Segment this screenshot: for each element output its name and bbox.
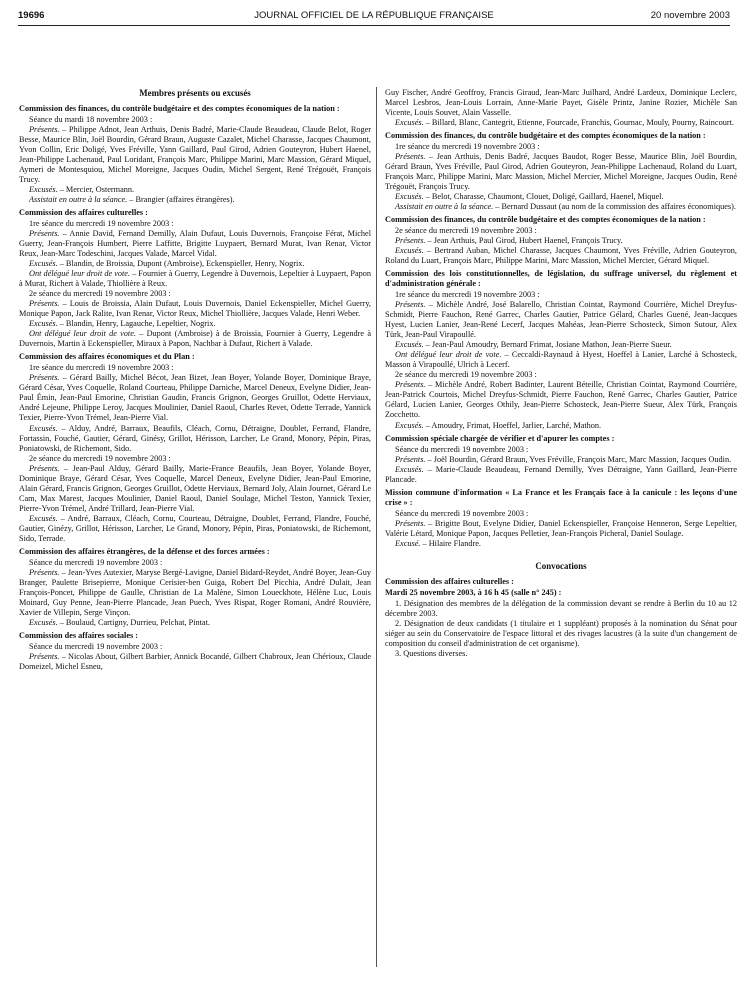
attendance-line — [19, 299, 371, 319]
commission-block — [385, 215, 737, 266]
attendance-label: Présents. — [29, 373, 60, 383]
excused-line — [385, 118, 737, 128]
commission-block — [19, 352, 371, 543]
attendance-label: Présents. — [395, 454, 426, 464]
attendance-label: Excusé. — [395, 538, 421, 548]
right-sections — [385, 131, 737, 549]
commission-heading: Mission commune d'information « La France et les Français face à la canicule : les leçons d'une crise » : — [385, 487, 737, 507]
attendance-label: Excusés. — [395, 420, 424, 430]
attendance-text: – Gérard Bailly, Michel Bécot, Jean Bizet, Jean Boyer, Yolande Boyer, Dominique Braye, Gérard César, Yves Coquelle, Roland Courteau, Philippe Darniche, Marcel Deneux, Evelyne Didier, Jean-Paul Émin, Jean-Paul Emorine, Christian Gaudin, Francis Grignon, Georges Gruillot, Odette Herviaux, André Lejeune, Philippe Leroy, Jacques Moulinier, Daniel Raoul, Charles Revet, Odette Terrade, Yannick Texier, Pierre-Yvon Trémel, Jean-Pierre Vial. — [19, 373, 371, 423]
attendance-text: – Jean Arthuis, Denis Badré, Jacques Baudot, Roger Besse, Maurice Blin, Joël Bourdin, Gérard Braun, Yves Fréville, Paul Girod, Adrien Gouteyron, Jean-Philippe Lachenaud, Roland du Luart, François Marc, Philippe Marini, Marc Massion, Michel Mercier, Michel Moreigne, Jacques Oudin, René Trégouët, François Trucy. — [385, 152, 737, 192]
session-date: Séance du mardi 18 novembre 2003 : — [29, 115, 153, 125]
left-sections — [19, 104, 371, 672]
attendance-text: – Marie-Claude Beaudeau, Fernand Demilly, Yves Détraigne, Yann Gaillard, Jean-Pierre Plancade. — [385, 464, 737, 484]
attendance-line — [385, 202, 737, 212]
attendance-line — [19, 185, 371, 195]
agenda-item: 2. Désignation de deux candidats (1 titulaire et 1 suppléant) proposés à la nomination du Sénat pour siéger au sein du Conservatoire de l'espace littoral et des rivages lacustres (à la suite d'un changement de composition du conseil d'administration de cet organisme). — [385, 618, 737, 648]
attendance-text: – Joël Bourdin, Gérard Braun, Yves Fréville, François Marc, Marc Massion, Jacques Oudin. — [425, 454, 732, 464]
session-date: 1re séance du mercredi 19 novembre 2003 : — [29, 363, 174, 373]
journal-title: JOURNAL OFFICIEL DE LA RÉPUBLIQUE FRANÇAISE — [254, 10, 494, 21]
session-date: 2e séance du mercredi 19 novembre 2003 : — [395, 370, 537, 380]
session-date: 2e séance du mercredi 19 novembre 2003 : — [29, 289, 171, 299]
attendance-text: – André, Barraux, Cléach, Cornu, Courteau, Détraigne, Doublet, Ferrand, Flandre, Fouché, Gautier, Ginézy, Grillot, Hérisson, Larcher, Le Grand, Monory, Pépin, Piras, Poniatowski, de Richemont, Sido, Terrade. — [19, 513, 371, 543]
attendance-text: – Boulaud, Cartigny, Durrieu, Pelchat, Pintat. — [57, 617, 210, 627]
attendance-label: Ont délégué leur droit de vote. — [29, 329, 136, 339]
attendance-line — [385, 519, 737, 539]
attendance-label: Excusés. — [395, 464, 424, 474]
attendance-line — [19, 464, 371, 514]
attendance-text: – Hilaire Flandre. — [420, 538, 481, 548]
right-column — [385, 88, 737, 659]
attendance-text: – Bertrand Auban, Michel Charasse, Jacques Chaumont, Yves Fréville, Adrien Gouteyron, Roland du Luart, François Marc, Philippe Marini, Marc Massion, Michel Mercier, Gérard Miquel. — [385, 246, 737, 266]
attendance-label: Excusés. — [395, 340, 424, 350]
attendance-line — [19, 618, 371, 628]
section-title: Membres présents ou excusés — [139, 88, 251, 98]
page-number: 19696 — [18, 10, 45, 21]
commission-heading: Commission des finances, du contrôle budgétaire et des comptes économiques de la nation : — [385, 215, 706, 225]
commission-heading: Commission des affaires économiques et du Plan : — [19, 352, 195, 362]
attendance-label: Assistait en outre à la séance. — [395, 202, 494, 212]
attendance-line — [19, 568, 371, 618]
attendance-text: – Jean-Paul Amoudry, Bernard Frimat, Josiane Mathon, Jean-Pierre Sueur. — [423, 340, 672, 350]
attendance-label: Excusés. — [29, 617, 58, 627]
session-date: Séance du mercredi 19 novembre 2003 : — [395, 508, 529, 518]
continued-attendees: Guy Fischer, André Geoffroy, Francis Giraud, Jean-Marc Juilhard, André Lardeux, Dominique Leclerc, Marcel Lesbros, Jean-Louis Lorrain, Anne-Marie Payet, Gisèle Printz, Janine Rozier, Michèle San Vicente, Louis Souvet, Alain Vasselle. — [385, 88, 737, 118]
attendance-label: Présents. — [29, 229, 60, 239]
commission-block — [385, 488, 737, 549]
attendance-text: – Brangier (affaires étrangères). — [127, 195, 235, 205]
attendance-line — [19, 652, 371, 672]
attendance-line — [19, 424, 371, 454]
session-date: 2e séance du mercredi 19 novembre 2003 : — [29, 453, 171, 463]
attendance-text: – Jean-Yves Autexier, Maryse Bergé-Lavigne, Daniel Bidard-Reydet, André Boyer, Jean-Guy Branger, Paulette Brisepierre, Monique Cerisier-ben Guiga, Robert Del Picchia, André Dulait, Jean François-Poncet, Philippe de Gaulle, Christian de La Malène, Simon Loueckhote, Hélène Luc, Louis Moinard, Guy Penne, Jean-Pierre Plancade, Jean Puech, Yves Rispat, Roger Romani, André Rouvière, Xavier de Villepin, Serge Vinçon. — [19, 567, 371, 617]
attendance-text: – Jean Arthuis, Paul Girod, Hubert Haenel, François Trucy. — [425, 236, 623, 246]
attendance-text: – Bernard Dussaut (au nom de la commission des affaires économiques). — [493, 202, 736, 212]
column-divider — [376, 87, 377, 967]
attendance-label: Présents. — [29, 567, 60, 577]
commission-block — [19, 631, 371, 672]
attendance-text: – Dupont (Ambroise) à de Broissia, Fournier à Guerry, Legendre à Duvernois, Martin à Eckenspieller, Miraux à Papon, Nachbar à Dufaut, Richert à Valade. — [19, 329, 371, 349]
session-date: 1re séance du mercredi 19 novembre 2003 : — [29, 219, 174, 229]
commission-heading: Commission des affaires culturelles : — [19, 208, 148, 218]
commission-block — [385, 434, 737, 485]
excused-text: – Billard, Blanc, Cantegrit, Etienne, Fourcade, Franchis, Gournac, Mouly, Pourny, Raincourt. — [423, 118, 734, 128]
attendance-line — [19, 259, 371, 269]
attendance-label: Présents. — [29, 651, 60, 661]
attendance-label: Excusés. — [29, 185, 58, 195]
issue-date: 20 novembre 2003 — [650, 10, 730, 21]
commission-heading: Commission des affaires étrangères, de la défense et des forces armées : — [19, 546, 270, 556]
attendance-text: – Louis de Broissia, Alain Dufaut, Louis Duvernois, Daniel Eckenspieller, Michel Guerry, Monique Papon, Jack Ralite, Ivan Renar, Victor Reux, Michel Thiollière, Jacques Valade, Henri Weber. — [19, 299, 371, 319]
session-date: Séance du mercredi 19 novembre 2003 : — [29, 641, 163, 651]
attendance-text: – Philippe Adnot, Jean Arthuis, Denis Badré, Marie-Claude Beaudeau, Claude Belot, Roger Besse, Maurice Blin, Joël Bourdin, Gérard Braun, Auguste Cazalet, Michel Charasse, Jacques Chaumont, Yvon Collin, Eric Doligé, Yves Fréville, Yann Gaillard, Paul Girod, Adrien Gouteyron, Hubert Haenel, Jean-Philippe Lachenaud, Paul Loridant, François Marc, Philippe Marini, Marc Massion, Gérard Miquel, Aymeri de Montesquiou, Michel Moreigne, Jacques Oudin, Michel Sergent, René Trégouët, François Trucy. — [19, 125, 371, 185]
attendance-label: Présents. — [29, 125, 60, 135]
commission-heading: Commission des finances, du contrôle budgétaire et des comptes économiques de la nation : — [385, 131, 706, 141]
attendance-label: Ont délégué leur droit de vote. — [395, 350, 502, 360]
attendance-text: – Annie David, Fernand Demilly, Alain Dufaut, Louis Duvernois, Françoise Férat, Michel Guerry, Jean-François Humbert, Pierre Laffitte, Brigitte Luypaert, Bernard Murat, Ivan Renar, Victor Reux, Jean-Marc Todeschini, Jacques Valade, Marcel Vidal. — [19, 229, 371, 259]
attendance-line — [19, 269, 371, 289]
attendance-text: – Alduy, André, Barraux, Beaufils, Cléach, Cornu, Détraigne, Doublet, Ferrand, Flandre, Fortassin, Fouché, Gautier, Gérard, Ginésy, Grillot, Hérisson, Larcher, Le Grand, Monory, Pépin, Piras, Poniatowski, de Richemont, Sido. — [19, 423, 371, 453]
attendance-line — [19, 195, 371, 205]
attendance-label: Présents. — [29, 463, 60, 473]
attendance-line — [385, 350, 737, 370]
commission-heading: Commission des affaires sociales : — [19, 630, 139, 640]
attendance-text: – Michèle André, José Balarello, Christian Cointat, Raymond Courrière, Michel Dreyfus-Schmidt, Pierre Fauchon, René Garrec, Charles Gautier, Patrice Gélard, Charles Guené, Jean-Jacques Hyest, Lucien Lanier, Jean-René Lecerf, Jacques Mahéas, Jean-Pierre Schosteck, Simon Sutour, Alex Türk, Jean-Paul Virapoullé. — [385, 300, 737, 340]
attendance-label: Excusés. — [395, 246, 424, 256]
attendance-label: Présents. — [395, 380, 426, 390]
attendance-label: Présents. — [395, 300, 426, 310]
session-date: 1re séance du mercredi 19 novembre 2003 : — [395, 142, 540, 152]
commission-block — [19, 208, 371, 349]
attendance-text: – Blandin, de Broissia, Dupont (Ambroise), Eckenspieller, Henry, Nogrix. — [57, 259, 305, 269]
attendance-line — [19, 514, 371, 544]
attendance-text: – Amoudry, Frimat, Hoeffel, Jarlier, Larché, Mathon. — [423, 420, 602, 430]
attendance-text: – Ceccaldi-Raynaud à Hyest, Hoeffel à Lanier, Larché à Schosteck, Masson à Virapoullé, Ulrich à Lecerf. — [385, 350, 737, 370]
attendance-label: Présents. — [395, 518, 426, 528]
commission-heading: Commission spéciale chargée de vérifier et d'apurer les comptes : — [385, 433, 615, 443]
convocations-title: Convocations — [535, 560, 587, 571]
agenda-item: 3. Questions diverses. — [395, 648, 468, 658]
attendance-text: – Michèle André, Robert Badinter, Laurent Béteille, Christian Cointat, Raymond Courrière, Jean-Patrick Courtois, Michel Dreyfus-Schmidt, Pierre Fauchon, René Garrec, Charles Gautier, Patrice Gélard, Lucien Lanier, Georges Othily, Jean-Pierre Schosteck, Jean-Pierre Sueur, Alex Türk, François Zocchetto. — [385, 380, 737, 420]
attendance-label: Assistait en outre à la séance. — [29, 195, 128, 205]
attendance-line — [385, 236, 737, 246]
attendance-label: Excusés. — [395, 192, 424, 202]
attendance-text: – Brigitte Bout, Evelyne Didier, Daniel Eckenspieller, Françoise Henneron, Serge Lepeltier, Valérie Létard, Monique Papon, Jacques Pelletier, Jean-François Picheral, Daniel Soulage. — [385, 518, 737, 538]
attendance-line — [385, 465, 737, 485]
attendance-label: Présents. — [395, 152, 426, 162]
page-header — [18, 10, 730, 24]
attendance-text: – Blandin, Henry, Lagauche, Lepeltier, Nogrix. — [57, 319, 216, 329]
attendance-line — [19, 329, 371, 349]
attendance-line — [385, 246, 737, 266]
session-date: Séance du mercredi 19 novembre 2003 : — [29, 557, 163, 567]
attendance-text: – Belot, Charasse, Chaumont, Clouet, Doligé, Gaillard, Haenel, Miquel. — [423, 192, 664, 202]
attendance-line — [19, 373, 371, 423]
attendance-text: – Jean-Paul Alduy, Gérard Bailly, Marie-France Beaufils, Jean Boyer, Yolande Boyer, Dominique Braye, Gérard César, Yves Coquelle, Marcel Deneux, Evelyne Didier, Jean-Paul Emorine, Alain Gérard, Francis Grignon, Georges Gruillot, Odette Herviaux, Bernard Joly, Alain Journet, Gérard Le Cam, Max Marest, Jacques Moulinier, Daniel Raoul, Daniel Soulage, Michel Teston, Yannick Texier, Pierre-Yvon Trémel, André Trillard, Jean-Pierre Vial. — [19, 463, 371, 513]
attendance-label: Excusés. — [29, 319, 58, 329]
attendance-text: – Fournier à Guerry, Legendre à Duvernois, Lepeltier à Luypaert, Papon à Murat, Richert à Valade, Thiollière à Reux. — [19, 269, 371, 289]
attendance-label: Excusés. — [29, 423, 58, 433]
attendance-label: Présents. — [395, 236, 426, 246]
attendance-label: Ont délégué leur droit de vote. — [29, 269, 130, 279]
commission-block — [385, 131, 737, 212]
meeting-line: Mardi 25 novembre 2003, à 16 h 45 (salle n° 245) : — [385, 587, 562, 597]
attendance-line — [385, 152, 737, 192]
attendance-line — [19, 319, 371, 329]
attendance-line — [385, 300, 737, 340]
attendance-text: – Mercier, Ostermann. — [57, 185, 135, 195]
attendance-line — [385, 455, 737, 465]
attendance-label: Excusés. — [29, 259, 58, 269]
attendance-line — [385, 192, 737, 202]
header-rule — [18, 25, 730, 26]
attendance-label: Excusés. — [29, 513, 58, 523]
commission-block — [385, 269, 737, 430]
excused-label: Excusés. — [395, 118, 424, 128]
left-column — [19, 88, 371, 672]
session-date: 1re séance du mercredi 19 novembre 2003 : — [395, 290, 540, 300]
convocations-heading: Commission des affaires culturelles : — [385, 576, 514, 586]
attendance-line — [19, 229, 371, 259]
commission-block — [19, 104, 371, 205]
attendance-line — [385, 340, 737, 350]
attendance-label: Présents. — [29, 299, 60, 309]
attendance-line — [385, 421, 737, 431]
session-date: 2e séance du mercredi 19 novembre 2003 : — [395, 226, 537, 236]
attendance-line — [385, 539, 737, 549]
attendance-line — [19, 125, 371, 185]
agenda-item: 1. Désignation des membres de la délégation de la commission devant se rendre à Berlin du 10 au 12 décembre 2003. — [385, 598, 737, 618]
attendance-line — [385, 380, 737, 420]
commission-block — [19, 547, 371, 628]
session-date: Séance du mercredi 19 novembre 2003 : — [395, 444, 529, 454]
commission-heading: Commission des finances, du contrôle budgétaire et des comptes économiques de la nation : — [19, 104, 340, 114]
commission-heading: Commission des lois constitutionnelles, de législation, du suffrage universel, du règlement et d'administration générale : — [385, 269, 737, 289]
attendance-text: – Nicolas About, Gilbert Barbier, Annick Bocandé, Gilbert Chabroux, Jean Chérioux, Claude Domeizel, Michel Esneu, — [19, 651, 371, 671]
